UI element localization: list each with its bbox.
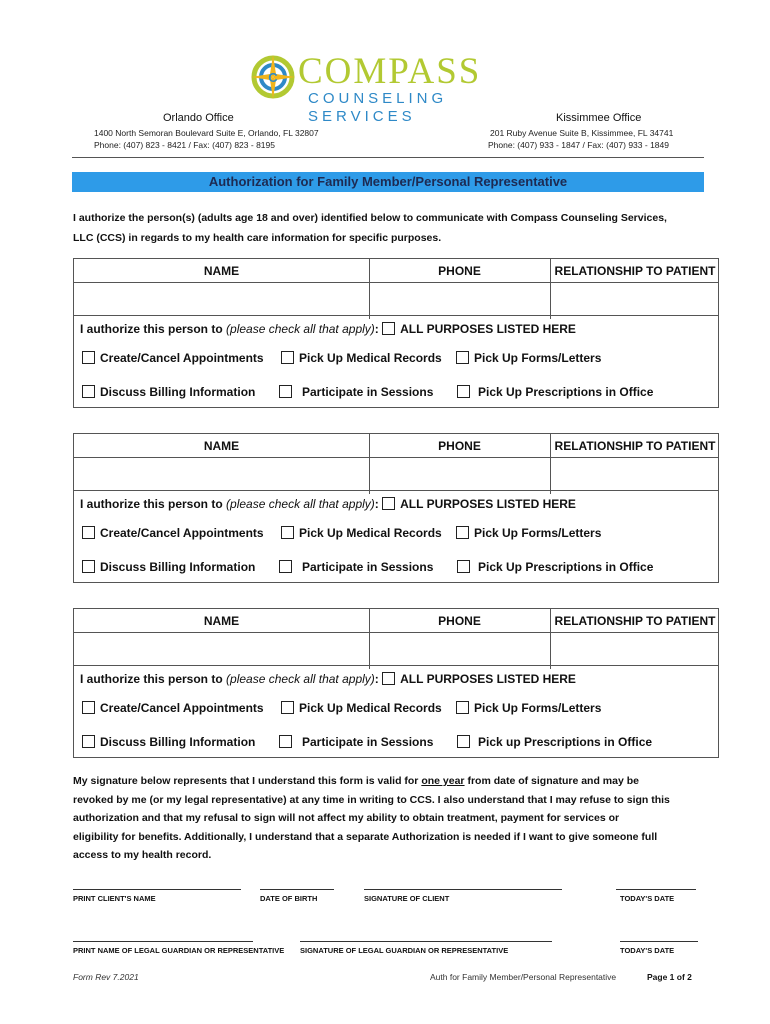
option-billing[interactable] (82, 558, 255, 576)
date-of-birth-label: DATE OF BIRTH (260, 894, 318, 903)
medical-records-checkbox[interactable] (281, 351, 294, 364)
header-divider (72, 157, 704, 158)
billing-label: Discuss Billing Information (100, 735, 256, 749)
intro-line-2: LLC (CCS) in regards to my health care information for specific purposes. (73, 232, 442, 244)
option-prescriptions[interactable] (457, 383, 653, 401)
all-purposes-checkbox[interactable] (382, 672, 395, 685)
create-cancel-label: Create/Cancel Appointments (100, 701, 264, 715)
billing-checkbox[interactable] (82, 560, 95, 573)
relationship-column-header: RELATIONSHIP TO PATIENT (554, 439, 716, 453)
all-purposes-label: ALL PURPOSES LISTED HERE (400, 322, 576, 336)
logo-wordmark: COMPASS (298, 51, 482, 92)
statement-line-2: revoked by me (or my legal representative) at any time in writing to CCS. I also understand that I may refuse to sign this (73, 793, 670, 806)
option-sessions[interactable] (279, 558, 433, 576)
phone-column-header: PHONE (438, 264, 481, 278)
create-cancel-label: Create/Cancel Appointments (100, 351, 264, 365)
page-number: Page 1 of 2 (647, 972, 692, 982)
phone-field[interactable] (370, 633, 550, 669)
relationship-column-header: RELATIONSHIP TO PATIENT (554, 264, 716, 278)
create-cancel-checkbox[interactable] (82, 526, 95, 539)
statement-line-4: eligibility for benefits. Additionally, I understand that a separate Authorization is needed if I want to give someone full (73, 830, 658, 843)
option-forms-letters[interactable] (456, 699, 601, 717)
kissimmee-office-address: 201 Ruby Avenue Suite B, Kissimmee, FL 34741 (490, 128, 674, 138)
client-signature-label: SIGNATURE OF CLIENT (364, 894, 450, 903)
print-client-name-label: PRINT CLIENT'S NAME (73, 894, 156, 903)
todays-date-label-1: TODAY'S DATE (620, 894, 675, 903)
statement-line-1b: from date of signature and may be (464, 775, 639, 787)
statement-one-year: one year (421, 775, 465, 787)
sessions-checkbox[interactable] (279, 385, 292, 398)
relationship-field[interactable] (551, 633, 719, 669)
kissimmee-office-title: Kissimmee Office (556, 112, 642, 124)
prescriptions-checkbox[interactable] (457, 735, 470, 748)
relationship-column-header: RELATIONSHIP TO PATIENT (554, 614, 716, 628)
footer-doc-name: Auth for Family Member/Personal Representative (430, 972, 617, 982)
print-guardian-name-label: PRINT NAME OF LEGAL GUARDIAN OR REPRESENTATIVE (73, 946, 285, 955)
option-billing[interactable] (82, 383, 255, 401)
create-cancel-checkbox[interactable] (82, 351, 95, 364)
forms-letters-label: Pick Up Forms/Letters (474, 351, 602, 365)
authorize-line (80, 670, 576, 688)
billing-checkbox[interactable] (82, 735, 95, 748)
orlando-office-address: 1400 North Semoran Boulevard Suite E, Orlando, FL 32807 (94, 128, 319, 138)
forms-letters-checkbox[interactable] (456, 351, 469, 364)
signature-statement (73, 772, 713, 865)
create-cancel-checkbox[interactable] (82, 701, 95, 714)
option-forms-letters[interactable] (456, 524, 601, 542)
prescriptions-checkbox[interactable] (457, 560, 470, 573)
statement-line-1a: My signature below represents that I understand this form is valid for (73, 775, 422, 787)
name-column-header: NAME (203, 439, 240, 453)
representative-block (73, 608, 719, 758)
todays-date-line-1[interactable] (616, 889, 696, 890)
option-sessions[interactable] (279, 733, 433, 751)
statement-line-1 (73, 772, 713, 791)
phone-column-header: PHONE (438, 439, 481, 453)
authorize-prefix: I authorize this person to (80, 672, 223, 686)
representative-block (73, 258, 719, 408)
todays-date-line-2[interactable] (620, 941, 698, 942)
statement-line-3: authorization and that my refusal to sign will not affect my ability to obtain treatment, payment for services or (73, 812, 620, 824)
all-purposes-checkbox[interactable] (382, 497, 395, 510)
relationship-field[interactable] (551, 458, 719, 494)
representative-block (73, 433, 719, 583)
prescriptions-label: Pick Up Prescriptions in Office (478, 560, 654, 574)
logo-subtitle: COUNSELING SERVICES (308, 90, 448, 125)
medical-records-label: Pick Up Medical Records (299, 526, 442, 540)
sessions-label: Participate in Sessions (302, 385, 434, 399)
option-prescriptions[interactable] (457, 733, 652, 751)
phone-column-header: PHONE (438, 614, 481, 628)
all-purposes-label: ALL PURPOSES LISTED HERE (400, 672, 576, 686)
form-revision: Form Rev 7.2021 (73, 972, 139, 982)
all-purposes-label: ALL PURPOSES LISTED HERE (400, 497, 576, 511)
billing-label: Discuss Billing Information (100, 560, 256, 574)
intro-line-1: I authorize the person(s) (adults age 18 and over) identified below to communicate with Compass Counseling Services, (73, 212, 667, 224)
name-column-header: NAME (203, 614, 240, 628)
authorize-line (80, 495, 576, 513)
option-medical-records[interactable] (281, 349, 442, 367)
prescriptions-label: Pick up Prescriptions in Office (478, 735, 653, 749)
form-title: Authorization for Family Member/Personal Representative (72, 172, 704, 192)
billing-label: Discuss Billing Information (100, 385, 256, 399)
guardian-signature-label: SIGNATURE OF LEGAL GUARDIAN OR REPRESENTATIVE (300, 946, 509, 955)
medical-records-label: Pick Up Medical Records (299, 351, 442, 365)
date-of-birth-line[interactable] (260, 889, 334, 890)
authorize-colon: : (374, 322, 379, 336)
orlando-office-phone: Phone: (407) 823 - 8421 / Fax: (407) 823 - 8195 (94, 140, 275, 150)
sessions-checkbox[interactable] (279, 560, 292, 573)
medical-records-checkbox[interactable] (281, 701, 294, 714)
authorize-hint: (please check all that apply) (226, 672, 375, 686)
statement-line-5: access to my health record. (73, 849, 212, 861)
intro-paragraph (73, 208, 713, 248)
medical-records-checkbox[interactable] (281, 526, 294, 539)
phone-field[interactable] (370, 458, 550, 494)
medical-records-label: Pick Up Medical Records (299, 701, 442, 715)
authorize-hint: (please check all that apply) (226, 322, 375, 336)
print-guardian-name-line[interactable] (73, 941, 253, 942)
billing-checkbox[interactable] (82, 385, 95, 398)
name-column-header: NAME (203, 264, 240, 278)
forms-letters-label: Pick Up Forms/Letters (474, 526, 602, 540)
option-create-cancel[interactable] (82, 524, 264, 542)
option-forms-letters[interactable] (456, 349, 601, 367)
forms-letters-checkbox[interactable] (456, 701, 469, 714)
authorize-colon: : (374, 672, 379, 686)
name-field[interactable] (74, 633, 369, 669)
option-medical-records[interactable] (281, 524, 442, 542)
option-medical-records[interactable] (281, 699, 442, 717)
option-create-cancel[interactable] (82, 699, 264, 717)
forms-letters-checkbox[interactable] (456, 526, 469, 539)
option-create-cancel[interactable] (82, 349, 264, 367)
authorize-prefix: I authorize this person to (80, 322, 223, 336)
phone-field[interactable] (370, 283, 550, 319)
option-sessions[interactable] (279, 383, 433, 401)
prescriptions-checkbox[interactable] (457, 385, 470, 398)
option-billing[interactable] (82, 733, 255, 751)
sessions-label: Participate in Sessions (302, 735, 434, 749)
authorize-colon: : (374, 497, 379, 511)
create-cancel-label: Create/Cancel Appointments (100, 526, 264, 540)
company-logo (250, 51, 530, 125)
forms-letters-label: Pick Up Forms/Letters (474, 701, 602, 715)
authorize-prefix: I authorize this person to (80, 497, 223, 511)
print-client-name-line[interactable] (73, 889, 241, 890)
option-prescriptions[interactable] (457, 558, 653, 576)
relationship-field[interactable] (551, 283, 719, 319)
prescriptions-label: Pick Up Prescriptions in Office (478, 385, 654, 399)
svg-text:C: C (268, 70, 278, 85)
compass-logo-icon (250, 54, 296, 100)
guardian-signature-line[interactable] (300, 941, 552, 942)
todays-date-label-2: TODAY'S DATE (620, 946, 675, 955)
client-signature-line[interactable] (364, 889, 562, 890)
authorize-line (80, 320, 576, 338)
sessions-label: Participate in Sessions (302, 560, 434, 574)
orlando-office-title: Orlando Office (163, 112, 234, 124)
kissimmee-office-phone: Phone: (407) 933 - 1847 / Fax: (407) 933 - 1849 (488, 140, 669, 150)
sessions-checkbox[interactable] (279, 735, 292, 748)
authorize-hint: (please check all that apply) (226, 497, 375, 511)
name-field[interactable] (74, 458, 369, 494)
name-field[interactable] (74, 283, 369, 319)
all-purposes-checkbox[interactable] (382, 322, 395, 335)
